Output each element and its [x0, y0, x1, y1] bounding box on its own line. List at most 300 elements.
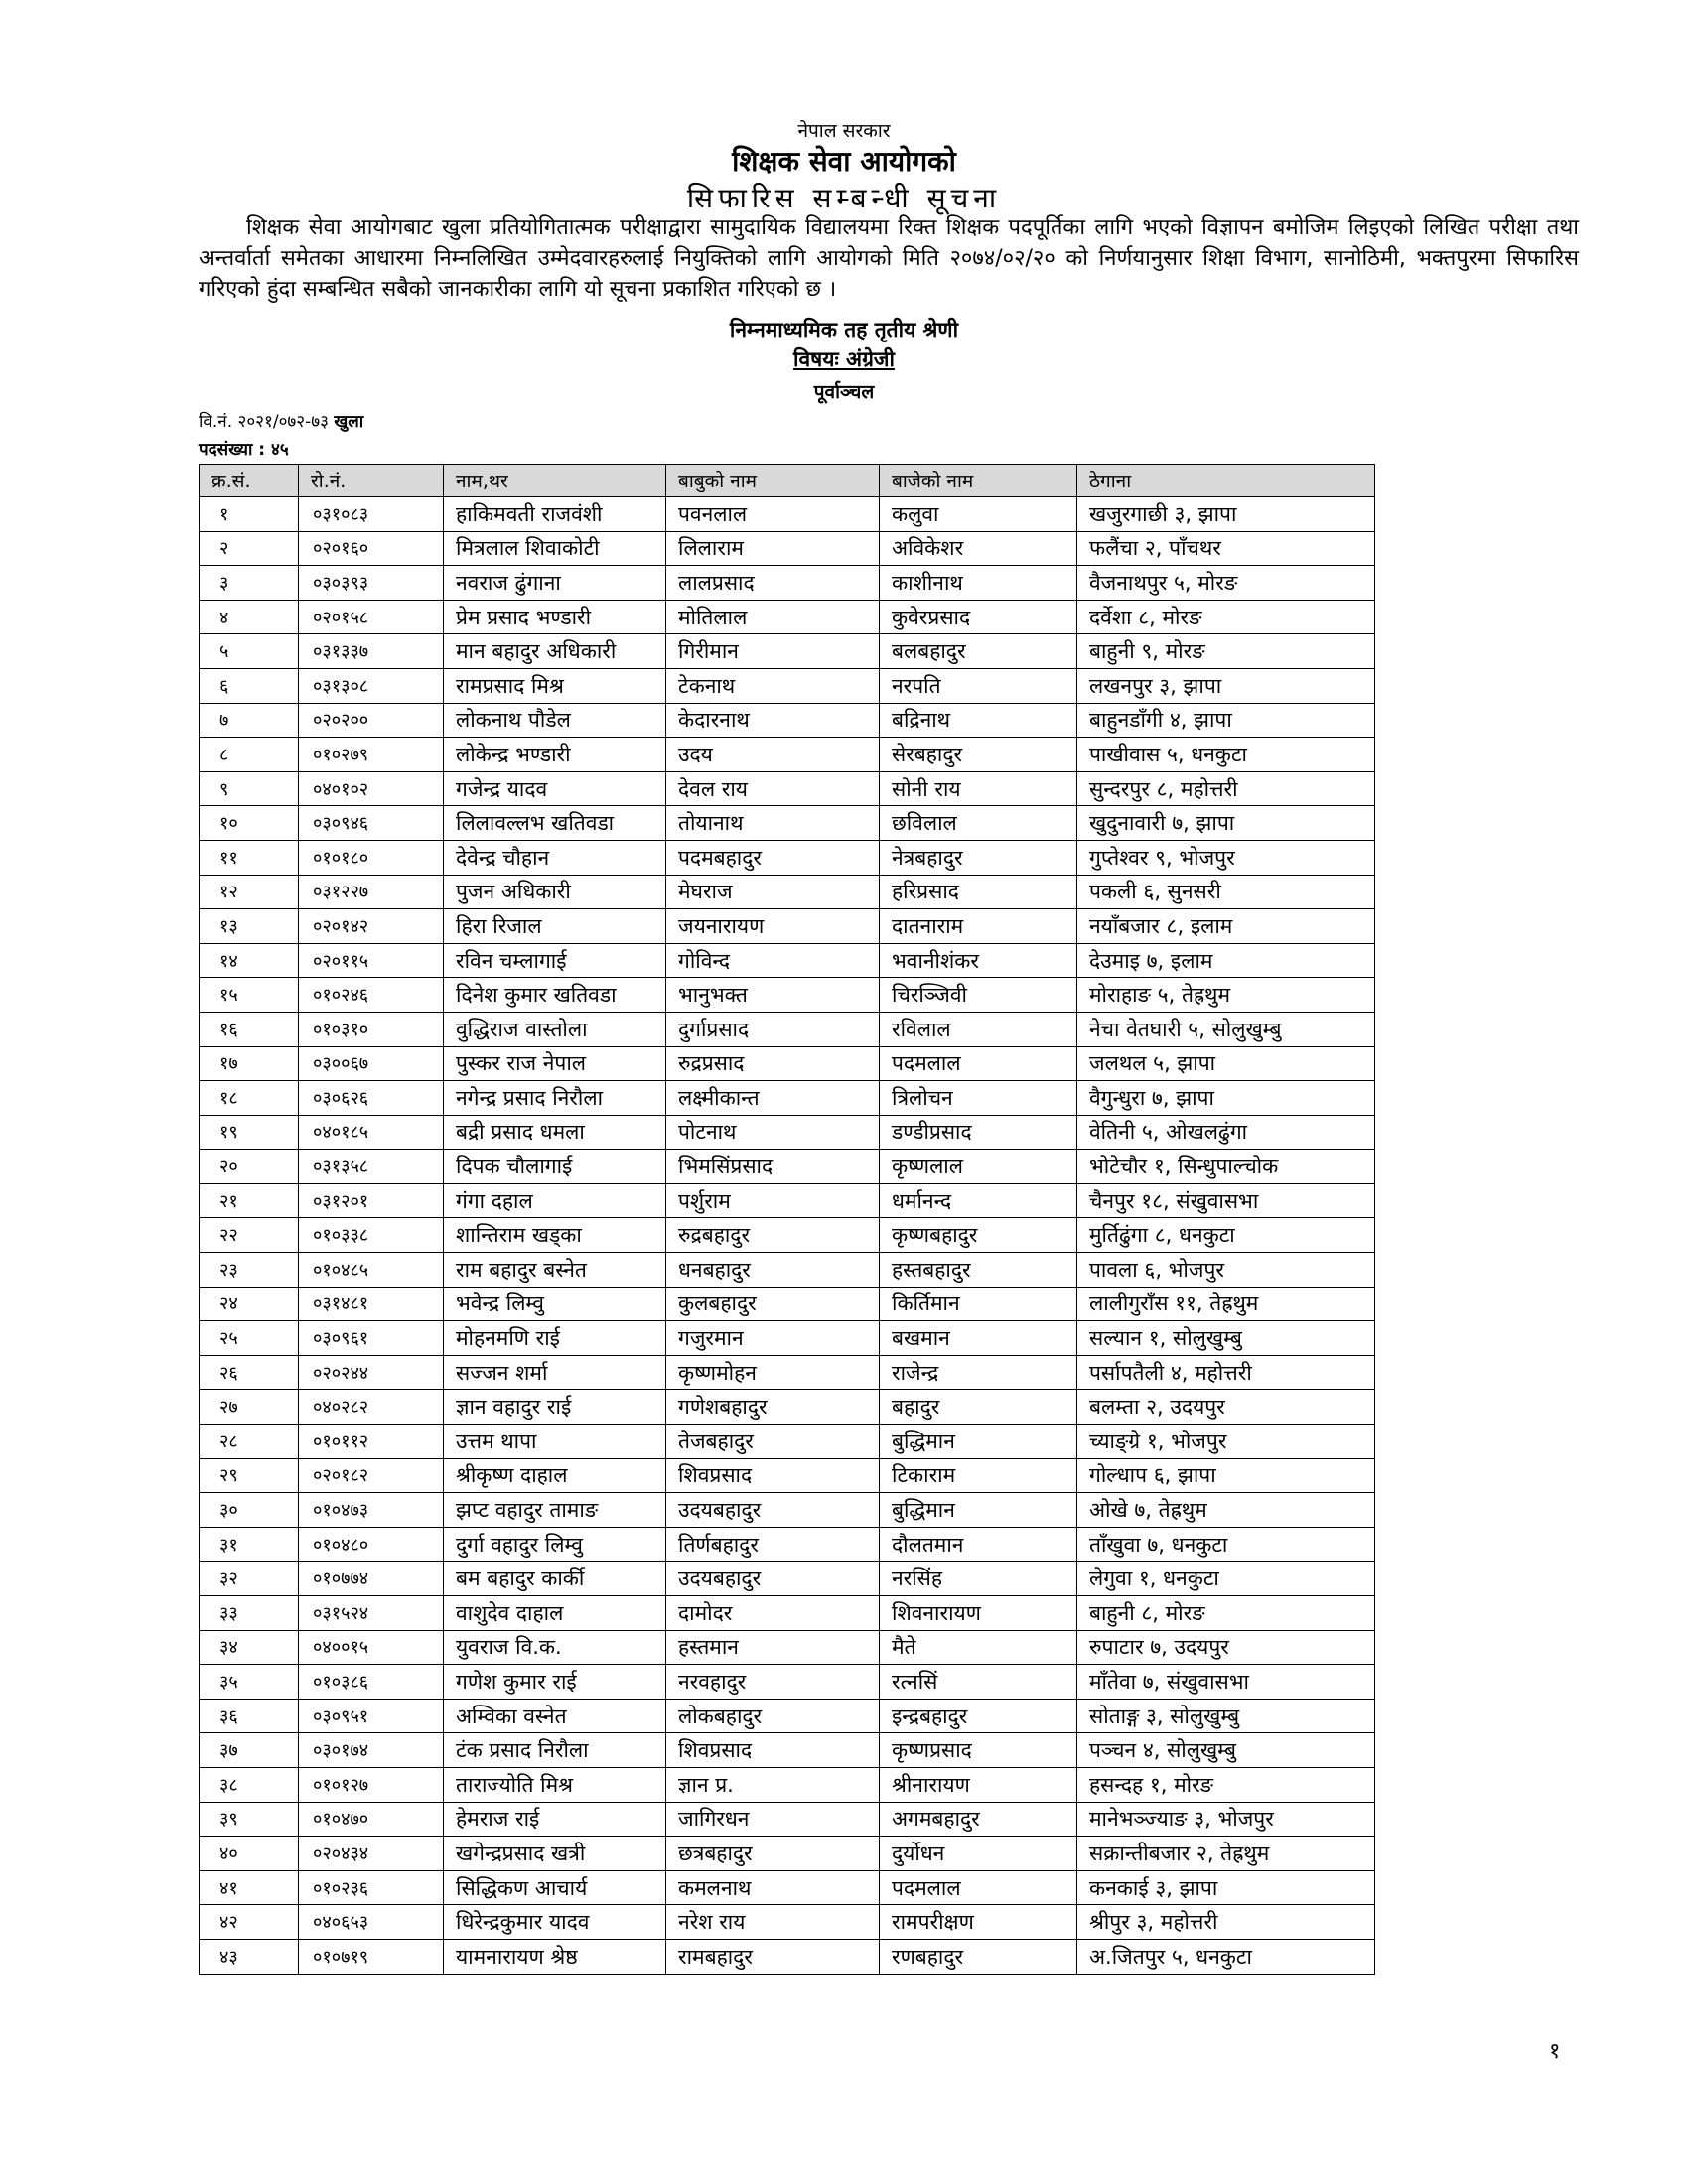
name-cell: दिनेश कुमार खतिवडा [444, 978, 666, 1013]
serial-number-cell: १८ [200, 1081, 299, 1116]
serial-number-cell: ३५ [200, 1665, 299, 1700]
roll-number-cell: ०१०२४६ [299, 978, 444, 1013]
roll-number-cell: ०३१३०८ [299, 668, 444, 703]
serial-number-cell: २७ [200, 1390, 299, 1425]
address-cell: माँतेवा ७, संखुवासभा [1077, 1665, 1375, 1700]
name-cell: उत्तम थापा [444, 1425, 666, 1459]
name-header: नाम,थर [444, 465, 666, 497]
father-name-cell: भानुभक्त [666, 978, 880, 1013]
address-cell: लालीगुराँस ११, तेह्रथुम [1077, 1287, 1375, 1321]
grandfather-name-cell: अविकेशर [880, 531, 1077, 566]
address-header: ठेगाना [1077, 465, 1375, 497]
table-body [200, 497, 1375, 1975]
father-name-cell: केदारनाथ [666, 703, 880, 738]
name-cell: टंक प्रसाद निरौला [444, 1733, 666, 1768]
roll-number-cell: ०१०२३६ [299, 1870, 444, 1905]
father-name-header: बाबुको नाम [666, 465, 880, 497]
roll-number-cell: ०३०९६१ [299, 1321, 444, 1356]
grandfather-name-cell: बद्रिनाथ [880, 703, 1077, 738]
father-name-cell: मोतिलाल [666, 600, 880, 634]
address-cell: वैगुन्धुरा ७, झापा [1077, 1081, 1375, 1116]
roll-number-cell: ०३१२०१ [299, 1183, 444, 1218]
name-cell: प्रेम प्रसाद भण्डारी [444, 600, 666, 634]
table-row [200, 1115, 1375, 1150]
roll-number-cell: ०४०२८२ [299, 1390, 444, 1425]
roll-number-cell: ०१०४८० [299, 1527, 444, 1562]
father-name-cell: रामबहादुर [666, 1939, 880, 1974]
address-cell: ओखे ७, तेह्रथुम [1077, 1493, 1375, 1528]
address-cell: बाहुनी ८, मोरङ [1077, 1596, 1375, 1631]
father-name-cell: गोविन्द [666, 943, 880, 978]
father-name-cell: मेघराज [666, 875, 880, 909]
name-cell: मान बहादुर अधिकारी [444, 634, 666, 669]
grandfather-name-cell: नेत्रबहादुर [880, 840, 1077, 875]
roll-number-cell: ०१०४७० [299, 1802, 444, 1837]
father-name-cell: जयनारायण [666, 909, 880, 944]
table-row [200, 1287, 1375, 1321]
roll-number-cell: ०२०४३४ [299, 1837, 444, 1871]
roll-number-cell: ०३१३५८ [299, 1150, 444, 1184]
name-cell: ज्ञान वहादुर राई [444, 1390, 666, 1425]
grandfather-name-cell: किर्तिमान [880, 1287, 1077, 1321]
name-cell: दिपक चौलागाई [444, 1150, 666, 1184]
name-cell: नवराज ढुंगाना [444, 566, 666, 601]
name-cell: हाकिमवती राजवंशी [444, 497, 666, 532]
grandfather-name-cell: सेरबहादुर [880, 738, 1077, 772]
advertisement-type: खुला [334, 412, 364, 432]
region-heading: पूर्वाञ्चल [813, 381, 875, 403]
table-row [200, 978, 1375, 1013]
father-name-cell: रुद्रबहादुर [666, 1218, 880, 1253]
roll-number-cell: ०४०१८५ [299, 1115, 444, 1150]
grandfather-name-cell: दुर्योधन [880, 1837, 1077, 1871]
table-row [200, 1837, 1375, 1871]
address-cell: वेतिनी ५, ओखलढुंगा [1077, 1115, 1375, 1150]
name-cell: बम बहादुर कार्की [444, 1562, 666, 1596]
address-cell: बलम्ता २, उदयपुर [1077, 1390, 1375, 1425]
address-cell: चैनपुर १८, संखुवासभा [1077, 1183, 1375, 1218]
address-cell: भोटेचौर १, सिन्धुपाल्चोक [1077, 1150, 1375, 1184]
name-cell: दुर्गा वहादुर लिम्वु [444, 1527, 666, 1562]
name-cell: गजेन्द्र यादव [444, 771, 666, 806]
roll-number-cell: ०३१३३७ [299, 634, 444, 669]
grandfather-name-cell: इन्द्रबहादुर [880, 1699, 1077, 1733]
serial-number-cell: ७ [200, 703, 299, 738]
serial-number-cell: ४ [200, 600, 299, 634]
roll-number-cell: ०१०७७४ [299, 1562, 444, 1596]
address-cell: लखनपुर ३, झापा [1077, 668, 1375, 703]
serial-number-cell: २६ [200, 1355, 299, 1390]
table-row [200, 1527, 1375, 1562]
roll-number-cell: ०४००१५ [299, 1630, 444, 1665]
roll-number-cell: ०१०३१० [299, 1012, 444, 1046]
name-cell: सज्जन शर्मा [444, 1355, 666, 1390]
name-cell: अम्विका वस्नेत [444, 1699, 666, 1733]
name-cell: बद्री प्रसाद धमला [444, 1115, 666, 1150]
grandfather-name-cell: कृष्णलाल [880, 1150, 1077, 1184]
serial-number-cell: २४ [200, 1287, 299, 1321]
serial-number-cell: ३६ [200, 1699, 299, 1733]
grandfather-name-cell: कृष्णबहादुर [880, 1218, 1077, 1253]
roll-number-cell: ०१०४७३ [299, 1493, 444, 1528]
table-row [200, 1493, 1375, 1528]
father-name-cell: देवल राय [666, 771, 880, 806]
father-name-cell: पदमबहादुर [666, 840, 880, 875]
name-cell: भवेन्द्र लिम्वु [444, 1287, 666, 1321]
father-name-cell: तिर्णबहादुर [666, 1527, 880, 1562]
father-name-cell: पर्शुराम [666, 1183, 880, 1218]
grandfather-name-cell: रणबहादुर [880, 1939, 1077, 1974]
serial-number-cell: २१ [200, 1183, 299, 1218]
name-cell: रामप्रसाद मिश्र [444, 668, 666, 703]
father-name-cell: शिवप्रसाद [666, 1458, 880, 1493]
table-row [200, 943, 1375, 978]
serial-number-cell: २० [200, 1150, 299, 1184]
father-name-cell: लिलाराम [666, 531, 880, 566]
serial-number-cell: ३४ [200, 1630, 299, 1665]
subject-heading: विषयः अंग्रेजी [793, 347, 895, 371]
father-name-cell: टेकनाथ [666, 668, 880, 703]
table-row [200, 1802, 1375, 1837]
father-name-cell: छत्रबहादुर [666, 1837, 880, 1871]
father-name-cell: पोटनाथ [666, 1115, 880, 1150]
advertisement-code: वि.नं. २०२१/०७२-७३ [199, 412, 329, 432]
address-cell: पाखीवास ५, धनकुटा [1077, 738, 1375, 772]
serial-number-cell: २ [200, 531, 299, 566]
table-row [200, 634, 1375, 669]
roll-number-cell: ०२०१८२ [299, 1458, 444, 1493]
father-name-cell: लालप्रसाद [666, 566, 880, 601]
table-row [200, 738, 1375, 772]
address-cell: मुर्तिढुंगा ८, धनकुटा [1077, 1218, 1375, 1253]
post-count: पदसंख्या : ४५ [199, 440, 289, 460]
grandfather-name-cell: बुद्धिमान [880, 1425, 1077, 1459]
address-cell: सक्रान्तीबजार २, तेह्रथुम [1077, 1837, 1375, 1871]
table-row [200, 1458, 1375, 1493]
name-cell: युवराज वि.क. [444, 1630, 666, 1665]
name-cell: गंगा दहाल [444, 1183, 666, 1218]
serial-number-cell: २३ [200, 1253, 299, 1288]
address-cell: गुप्तेश्वर ९, भोजपुर [1077, 840, 1375, 875]
name-cell: श्रीकृष्ण दाहाल [444, 1458, 666, 1493]
father-name-cell: दामोदर [666, 1596, 880, 1631]
father-name-cell: शिवप्रसाद [666, 1733, 880, 1768]
grandfather-name-cell: सोनी राय [880, 771, 1077, 806]
serial-number-cell: १७ [200, 1046, 299, 1081]
grandfather-name-cell: मैते [880, 1630, 1077, 1665]
grandfather-name-cell: अगमबहादुर [880, 1802, 1077, 1837]
serial-number-cell: ३१ [200, 1527, 299, 1562]
father-name-cell: गिरीमान [666, 634, 880, 669]
grandfather-name-cell: बखमान [880, 1321, 1077, 1356]
address-cell: फलैंचा २, पाँचथर [1077, 531, 1375, 566]
address-cell: पावला ६, भोजपुर [1077, 1253, 1375, 1288]
roll-number-cell: ०३१०८३ [299, 497, 444, 532]
father-name-cell: उदयबहादुर [666, 1562, 880, 1596]
address-cell: पर्सापतैली ४, महोत्तरी [1077, 1355, 1375, 1390]
address-cell: बाहुनी ९, मोरङ [1077, 634, 1375, 669]
table-row [200, 1390, 1375, 1425]
name-cell: रविन चम्लागाई [444, 943, 666, 978]
roll-number-cell: ०३०९४६ [299, 806, 444, 841]
father-name-cell: उदयबहादुर [666, 1493, 880, 1528]
father-name-cell: कुलबहादुर [666, 1287, 880, 1321]
name-cell: देवेन्द्र चौहान [444, 840, 666, 875]
table-row [200, 1733, 1375, 1768]
serial-number-cell: १२ [200, 875, 299, 909]
level-heading: निम्नमाध्यमिक तह तृतीय श्रेणी [729, 318, 959, 341]
table-row [200, 531, 1375, 566]
table-row [200, 909, 1375, 944]
roll-number-cell: ०३००६७ [299, 1046, 444, 1081]
table-row [200, 1081, 1375, 1116]
father-name-cell: लक्ष्मीकान्त [666, 1081, 880, 1116]
roll-number-cell: ०३०१७४ [299, 1733, 444, 1768]
father-name-cell: पवनलाल [666, 497, 880, 532]
serial-number-cell: ६ [200, 668, 299, 703]
name-cell: झप्ट वहादुर तामाङ [444, 1493, 666, 1528]
name-cell: खगेन्द्रप्रसाद खत्री [444, 1837, 666, 1871]
grandfather-name-cell: धर्मानन्द [880, 1183, 1077, 1218]
address-cell: वैजनाथपुर ५, मोरङ [1077, 566, 1375, 601]
name-cell: ताराज्योति मिश्र [444, 1767, 666, 1802]
table-row [200, 771, 1375, 806]
address-cell: ताँखुवा ७, धनकुटा [1077, 1527, 1375, 1562]
table-row [200, 1183, 1375, 1218]
grandfather-name-cell: काशीनाथ [880, 566, 1077, 601]
table-row [200, 1562, 1375, 1596]
serial-number-header: क्र.सं. [200, 465, 299, 497]
table-row [200, 1218, 1375, 1253]
candidate-table [199, 464, 1375, 1975]
serial-number-cell: ५ [200, 634, 299, 669]
address-cell: सुन्दरपुर ८, महोत्तरी [1077, 771, 1375, 806]
table-row [200, 1630, 1375, 1665]
name-cell: लोकेन्द्र भण्डारी [444, 738, 666, 772]
grandfather-name-cell: दातनाराम [880, 909, 1077, 944]
grandfather-name-cell: रविलाल [880, 1012, 1077, 1046]
serial-number-cell: ४२ [200, 1905, 299, 1940]
roll-number-cell: ०२०१४२ [299, 909, 444, 944]
grandfather-name-cell: चिरञ्जिवी [880, 978, 1077, 1013]
father-name-cell: नरवहादुर [666, 1665, 880, 1700]
roll-number-cell: ०३०९५१ [299, 1699, 444, 1733]
name-cell: वाशुदेव दाहाल [444, 1596, 666, 1631]
name-cell: लोकनाथ पौडेल [444, 703, 666, 738]
serial-number-cell: १० [200, 806, 299, 841]
name-cell: पुस्कर राज नेपाल [444, 1046, 666, 1081]
grandfather-name-cell: डण्डीप्रसाद [880, 1115, 1077, 1150]
roll-number-cell: ०३०३९३ [299, 566, 444, 601]
table-row [200, 1767, 1375, 1802]
father-name-cell: तोयानाथ [666, 806, 880, 841]
commission-heading: शिक्षक सेवा आयोगको [732, 145, 956, 178]
table-row [200, 1905, 1375, 1940]
serial-number-cell: २२ [200, 1218, 299, 1253]
name-cell: धिरेन्द्रकुमार यादव [444, 1905, 666, 1940]
roll-number-cell: ०१०७१९ [299, 1939, 444, 1974]
father-name-cell: नरेश राय [666, 1905, 880, 1940]
serial-number-cell: २९ [200, 1458, 299, 1493]
page-number: १ [1549, 2039, 1561, 2064]
serial-number-cell: ३० [200, 1493, 299, 1528]
table-row [200, 1665, 1375, 1700]
table-row [200, 1253, 1375, 1288]
father-name-cell: धनबहादुर [666, 1253, 880, 1288]
address-cell: पञ्चन ४, सोलुखुम्बु [1077, 1733, 1375, 1768]
name-cell: सिद्धिकण आचार्य [444, 1870, 666, 1905]
address-cell: नेचा वेतघारी ५, सोलुखुम्बु [1077, 1012, 1375, 1046]
father-name-cell: कमलनाथ [666, 1870, 880, 1905]
name-cell: हिरा रिजाल [444, 909, 666, 944]
father-name-cell: रुद्रप्रसाद [666, 1046, 880, 1081]
grandfather-name-cell: श्रीनारायण [880, 1767, 1077, 1802]
roll-number-cell: ०१०२७९ [299, 738, 444, 772]
father-name-cell: तेजबहादुर [666, 1425, 880, 1459]
roll-number-cell: ०३१४८१ [299, 1287, 444, 1321]
grandfather-name-cell: नरपति [880, 668, 1077, 703]
serial-number-cell: १३ [200, 909, 299, 944]
address-cell: मानेभञ्ज्याङ ३, भोजपुर [1077, 1802, 1375, 1837]
grandfather-name-cell: राजेन्द्र [880, 1355, 1077, 1390]
serial-number-cell: ३२ [200, 1562, 299, 1596]
address-cell: लेगुवा १, धनकुटा [1077, 1562, 1375, 1596]
table-row [200, 497, 1375, 532]
advertisement-number [199, 409, 363, 432]
grandfather-name-cell: कुवेरप्रसाद [880, 600, 1077, 634]
table-row [200, 566, 1375, 601]
name-cell: यामनारायण श्रेष्ठ [444, 1939, 666, 1974]
grandfather-name-cell: बुद्धिमान [880, 1493, 1077, 1528]
address-cell: गोल्धाप ६, झापा [1077, 1458, 1375, 1493]
serial-number-cell: १ [200, 497, 299, 532]
serial-number-cell: १६ [200, 1012, 299, 1046]
roll-number-cell: ०२०१५८ [299, 600, 444, 634]
father-name-cell: गणेशबहादुर [666, 1390, 880, 1425]
table-row [200, 1596, 1375, 1631]
address-cell: जलथल ५, झापा [1077, 1046, 1375, 1081]
grandfather-name-cell: दौलतमान [880, 1527, 1077, 1562]
table-row [200, 668, 1375, 703]
address-cell: सोताङ्ग ३, सोलुखुम्बु [1077, 1699, 1375, 1733]
grandfather-name-cell: छविलाल [880, 806, 1077, 841]
table-row [200, 1870, 1375, 1905]
father-name-cell: लोकबहादुर [666, 1699, 880, 1733]
address-cell: अ.जितपुर ५, धनकुटा [1077, 1939, 1375, 1974]
roll-number-cell: ०४०६५३ [299, 1905, 444, 1940]
father-name-cell: ज्ञान प्र. [666, 1767, 880, 1802]
table-row [200, 703, 1375, 738]
grandfather-name-cell: रामपरीक्षण [880, 1905, 1077, 1940]
address-cell: बाहुनडाँगी ४, झापा [1077, 703, 1375, 738]
name-cell: राम बहादुर बस्नेत [444, 1253, 666, 1288]
serial-number-cell: ३३ [200, 1596, 299, 1631]
address-cell: हसन्दह १, मोरङ [1077, 1767, 1375, 1802]
roll-number-cell: ०१०१२७ [299, 1767, 444, 1802]
serial-number-cell: ३ [200, 566, 299, 601]
serial-number-cell: ३९ [200, 1802, 299, 1837]
address-cell: दर्वेशा ८, मोरङ [1077, 600, 1375, 634]
serial-number-cell: ८ [200, 738, 299, 772]
roll-number-cell: ०१०४८५ [299, 1253, 444, 1288]
address-cell: खुदुनावारी ७, झापा [1077, 806, 1375, 841]
roll-number-cell: ०२०२०० [299, 703, 444, 738]
name-cell: गणेश कुमार राई [444, 1665, 666, 1700]
table-row [200, 1939, 1375, 1974]
address-cell: रुपाटार ७, उदयपुर [1077, 1630, 1375, 1665]
father-name-cell: हस्तमान [666, 1630, 880, 1665]
serial-number-cell: ४३ [200, 1939, 299, 1974]
serial-number-cell: २८ [200, 1425, 299, 1459]
table-row [200, 1012, 1375, 1046]
name-cell: मित्रलाल शिवाकोटी [444, 531, 666, 566]
grandfather-name-cell: कलुवा [880, 497, 1077, 532]
serial-number-cell: २५ [200, 1321, 299, 1356]
address-cell: मोराहाङ ५, तेह्रथुम [1077, 978, 1375, 1013]
father-name-cell: कृष्णमोहन [666, 1355, 880, 1390]
roll-number-header: रो.नं. [299, 465, 444, 497]
name-cell: मोहनमणि राई [444, 1321, 666, 1356]
table-row [200, 1355, 1375, 1390]
serial-number-cell: ११ [200, 840, 299, 875]
serial-number-cell: १४ [200, 943, 299, 978]
address-cell: श्रीपुर ३, महोत्तरी [1077, 1905, 1375, 1940]
roll-number-cell: ०२०१६० [299, 531, 444, 566]
government-heading: नेपाल सरकार [797, 120, 891, 142]
address-cell: नयाँबजार ८, इलाम [1077, 909, 1375, 944]
serial-number-cell: ३७ [200, 1733, 299, 1768]
table-row [200, 1321, 1375, 1356]
table-header-row [200, 465, 1375, 497]
address-cell: देउमाइ ७, इलाम [1077, 943, 1375, 978]
grandfather-name-header: बाजेको नाम [880, 465, 1077, 497]
grandfather-name-cell: रत्नसिं [880, 1665, 1077, 1700]
roll-number-cell: ०३१५२४ [299, 1596, 444, 1631]
roll-number-cell: ०४०१०२ [299, 771, 444, 806]
table-row [200, 875, 1375, 909]
name-cell: वुद्धिराज वास्तोला [444, 1012, 666, 1046]
grandfather-name-cell: बहादुर [880, 1390, 1077, 1425]
father-name-cell: उदय [666, 738, 880, 772]
address-cell: कनकाई ३, झापा [1077, 1870, 1375, 1905]
address-cell: पकली ६, सुनसरी [1077, 875, 1375, 909]
table-row [200, 1425, 1375, 1459]
serial-number-cell: १५ [200, 978, 299, 1013]
grandfather-name-cell: हरिप्रसाद [880, 875, 1077, 909]
table-row [200, 1046, 1375, 1081]
name-cell: शान्तिराम खड्का [444, 1218, 666, 1253]
grandfather-name-cell: पदमलाल [880, 1046, 1077, 1081]
father-name-cell: गजुरमान [666, 1321, 880, 1356]
serial-number-cell: ४० [200, 1837, 299, 1871]
roll-number-cell: ०३१२२७ [299, 875, 444, 909]
roll-number-cell: ०१०३८६ [299, 1665, 444, 1700]
father-name-cell: भिमसिंप्रसाद [666, 1150, 880, 1184]
address-cell: खजुरगाछी ३, झापा [1077, 497, 1375, 532]
father-name-cell: जागिरधन [666, 1802, 880, 1837]
name-cell: पुजन अधिकारी [444, 875, 666, 909]
serial-number-cell: ९ [200, 771, 299, 806]
address-cell: च्याङ्ग्रे १, भोजपुर [1077, 1425, 1375, 1459]
grandfather-name-cell: पदमलाल [880, 1870, 1077, 1905]
roll-number-cell: ०२०११५ [299, 943, 444, 978]
table-row [200, 1150, 1375, 1184]
name-cell: लिलावल्लभ खतिवडा [444, 806, 666, 841]
roll-number-cell: ०१०३३८ [299, 1218, 444, 1253]
grandfather-name-cell: त्रिलोचन [880, 1081, 1077, 1116]
table-row [200, 600, 1375, 634]
grandfather-name-cell: हस्तबहादुर [880, 1253, 1077, 1288]
